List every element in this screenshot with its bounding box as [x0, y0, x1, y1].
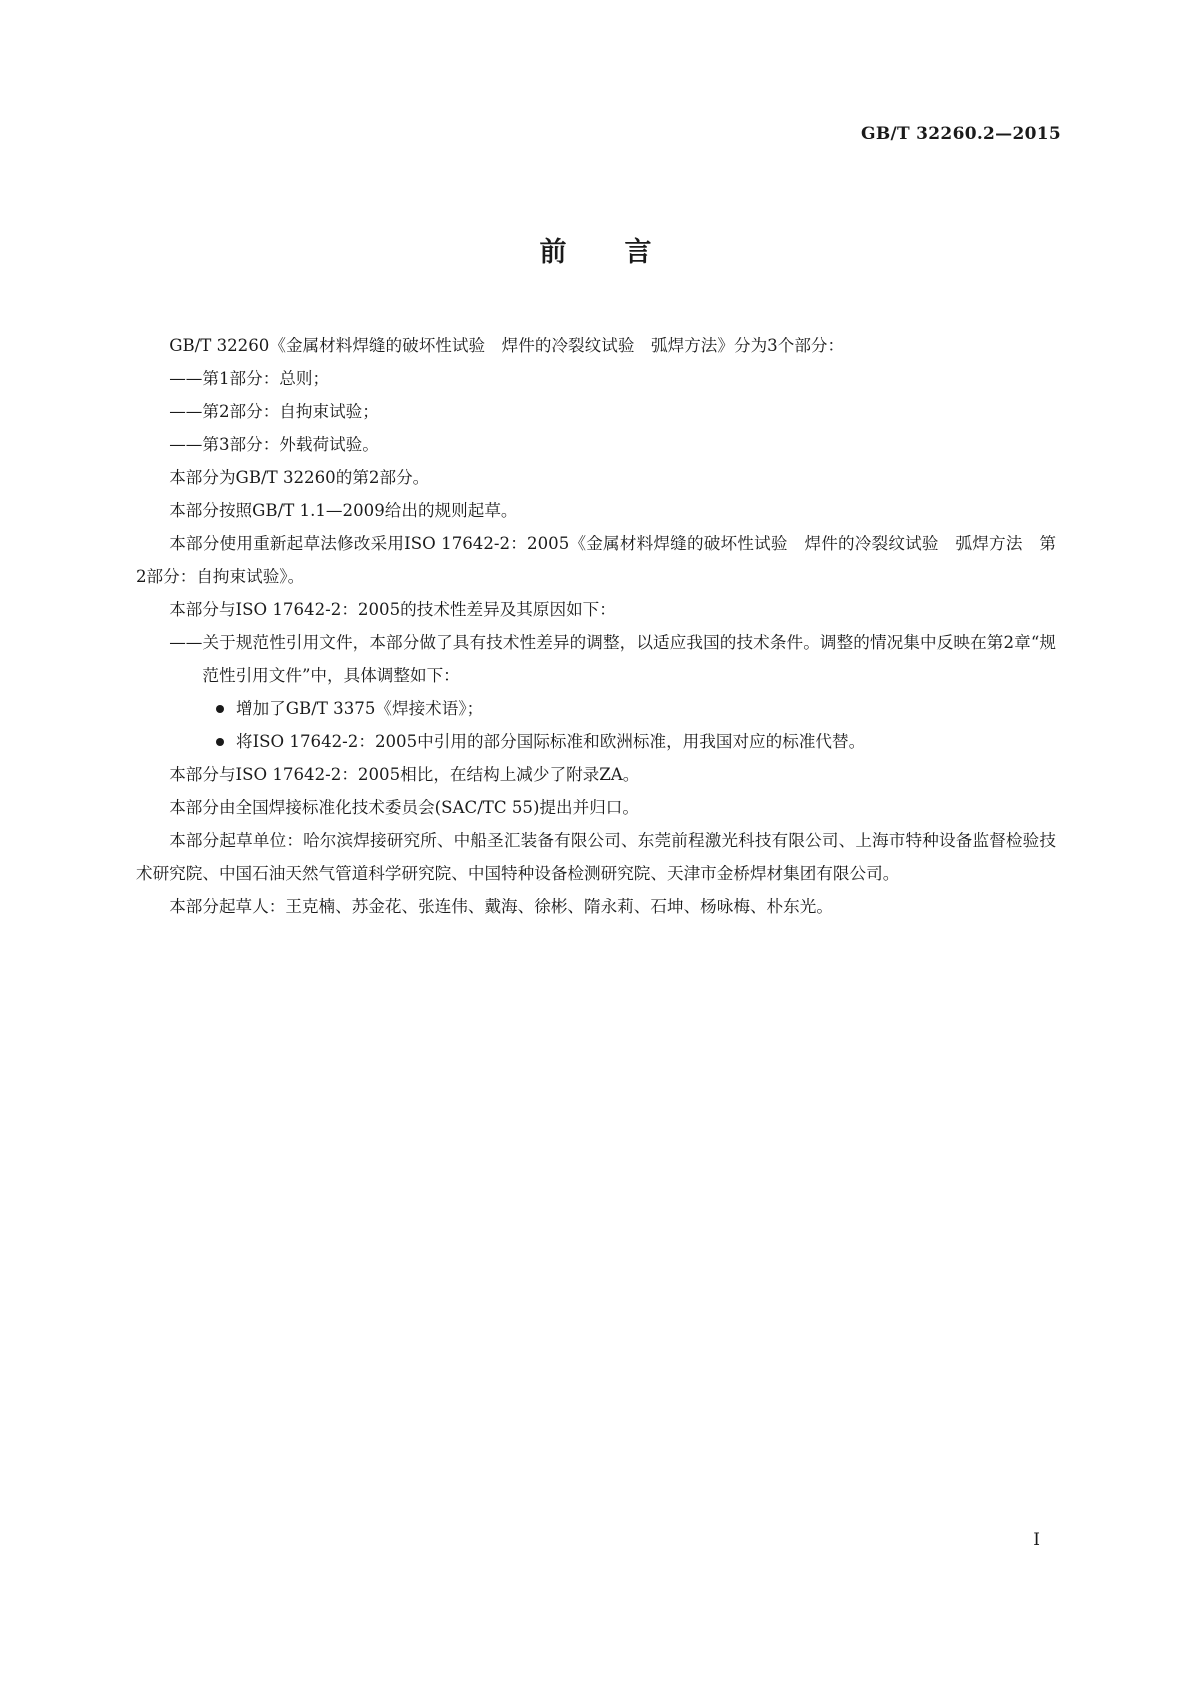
paragraph-intro: GB/T 32260《金属材料焊缝的破坏性试验 焊件的冷裂纹试验 弧焊方法》分为3个部分： [169, 336, 845, 355]
paragraph-part-statement: 本部分为GB/T 32260的第2部分。 [169, 468, 430, 487]
standard-number: GB/T 32260.2—2015 [861, 124, 1061, 144]
bullet-icon [216, 738, 224, 746]
paragraph-drafting-rules: 本部分按照GB/T 1.1—2009给出的规则起草。 [169, 501, 518, 520]
difference-item: ——关于规范性引用文件，本部分做了具有技术性差异的调整，以适应我国的技术条件。调整的情况集中反映在第2章“规范性引用文件”中，具体调整如下： [169, 633, 1056, 685]
foreword-body [136, 329, 1056, 923]
bullet-item [136, 725, 1056, 758]
paragraph-structure: 本部分与ISO 17642-2：2005相比，在结构上减少了附录ZA。 [169, 765, 640, 784]
bullet-item [136, 692, 1056, 725]
bullet-text: 将ISO 17642-2：2005中引用的部分国际标准和欧洲标准，用我国对应的标准代替。 [236, 732, 866, 751]
bullet-text: 增加了GB/T 3375《焊接术语》； [236, 699, 484, 718]
part-list-item: ——第2部分：自拘束试验； [169, 402, 379, 421]
paragraph-drafters: 本部分起草人：王克楠、苏金花、张连伟、戴海、徐彬、隋永莉、石坤、杨咏梅、朴东光。 [169, 897, 833, 916]
page-title-char-1: 前 [539, 237, 567, 268]
part-list-item: ——第3部分：外载荷试验。 [169, 435, 379, 454]
page-title [0, 230, 1191, 269]
paragraph-drafting-units: 本部分起草单位：哈尔滨焊接研究所、中船圣汇装备有限公司、东莞前程激光科技有限公司、上海市特种设备监督检验技术研究院、中国石油天然气管道科学研究院、中国特种设备检测研究院、天津市金桥焊材集团有限公司。 [136, 831, 1056, 883]
paragraph-adoption: 本部分使用重新起草法修改采用ISO 17642-2：2005《金属材料焊缝的破坏性试验 焊件的冷裂纹试验 弧焊方法 第2部分：自拘束试验》。 [136, 534, 1056, 586]
page-title-char-2: 言 [624, 237, 652, 268]
paragraph-differences: 本部分与ISO 17642-2：2005的技术性差异及其原因如下： [169, 600, 616, 619]
bullet-icon [216, 705, 224, 713]
page-number: I [1033, 1530, 1040, 1550]
part-list-item: ——第1部分：总则； [169, 369, 330, 388]
paragraph-proposer: 本部分由全国焊接标准化技术委员会(SAC/TC 55)提出并归口。 [169, 798, 639, 817]
